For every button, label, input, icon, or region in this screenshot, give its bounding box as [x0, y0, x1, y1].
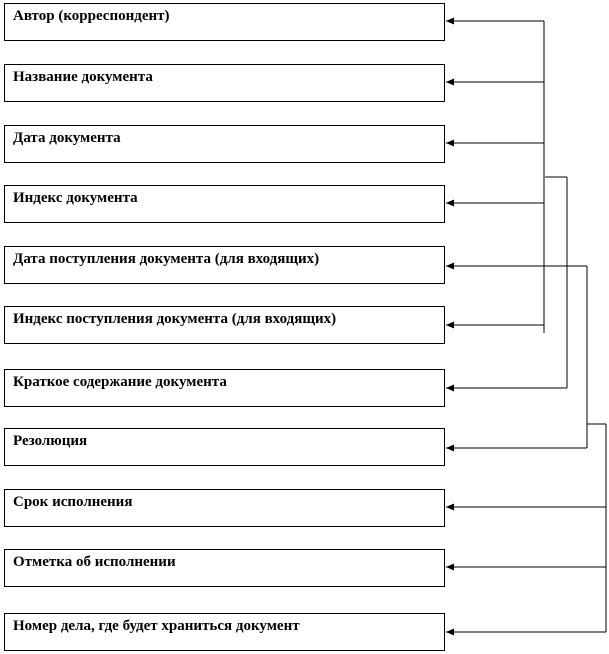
box-document-title: Название документа [4, 64, 445, 102]
bracket-d-arrowhead-2 [446, 629, 454, 636]
bracket-a-arrowhead-3 [446, 200, 454, 207]
bracket-b-arrowhead [446, 385, 454, 392]
box-execution-mark: Отметка об исполнении [4, 549, 445, 587]
bracket-c-arrowhead-top [446, 263, 454, 270]
box-receipt-index: Индекс поступления документа (для входящих) [4, 306, 445, 344]
bracket-c-arrowhead [446, 445, 454, 452]
bracket-d-arrowhead-0 [446, 504, 454, 511]
bracket-a-arrowhead-1 [446, 79, 454, 86]
bracket-a-arrowhead-4 [446, 322, 454, 329]
box-summary: Краткое содержание документа [4, 369, 445, 407]
box-resolution: Резолюция [4, 428, 445, 466]
box-document-date: Дата документа [4, 125, 445, 163]
box-document-index: Индекс документа [4, 185, 445, 223]
bracket-d-arrowhead-1 [446, 564, 454, 571]
bracket-a-arrowhead-0 [446, 18, 454, 25]
box-case-number: Номер дела, где будет храниться документ [4, 613, 445, 651]
box-author: Автор (корреспондент) [4, 3, 445, 41]
box-deadline: Срок исполнения [4, 489, 445, 527]
box-receipt-date: Дата поступления документа (для входящих) [4, 246, 445, 284]
bracket-a-arrowhead-2 [446, 140, 454, 147]
